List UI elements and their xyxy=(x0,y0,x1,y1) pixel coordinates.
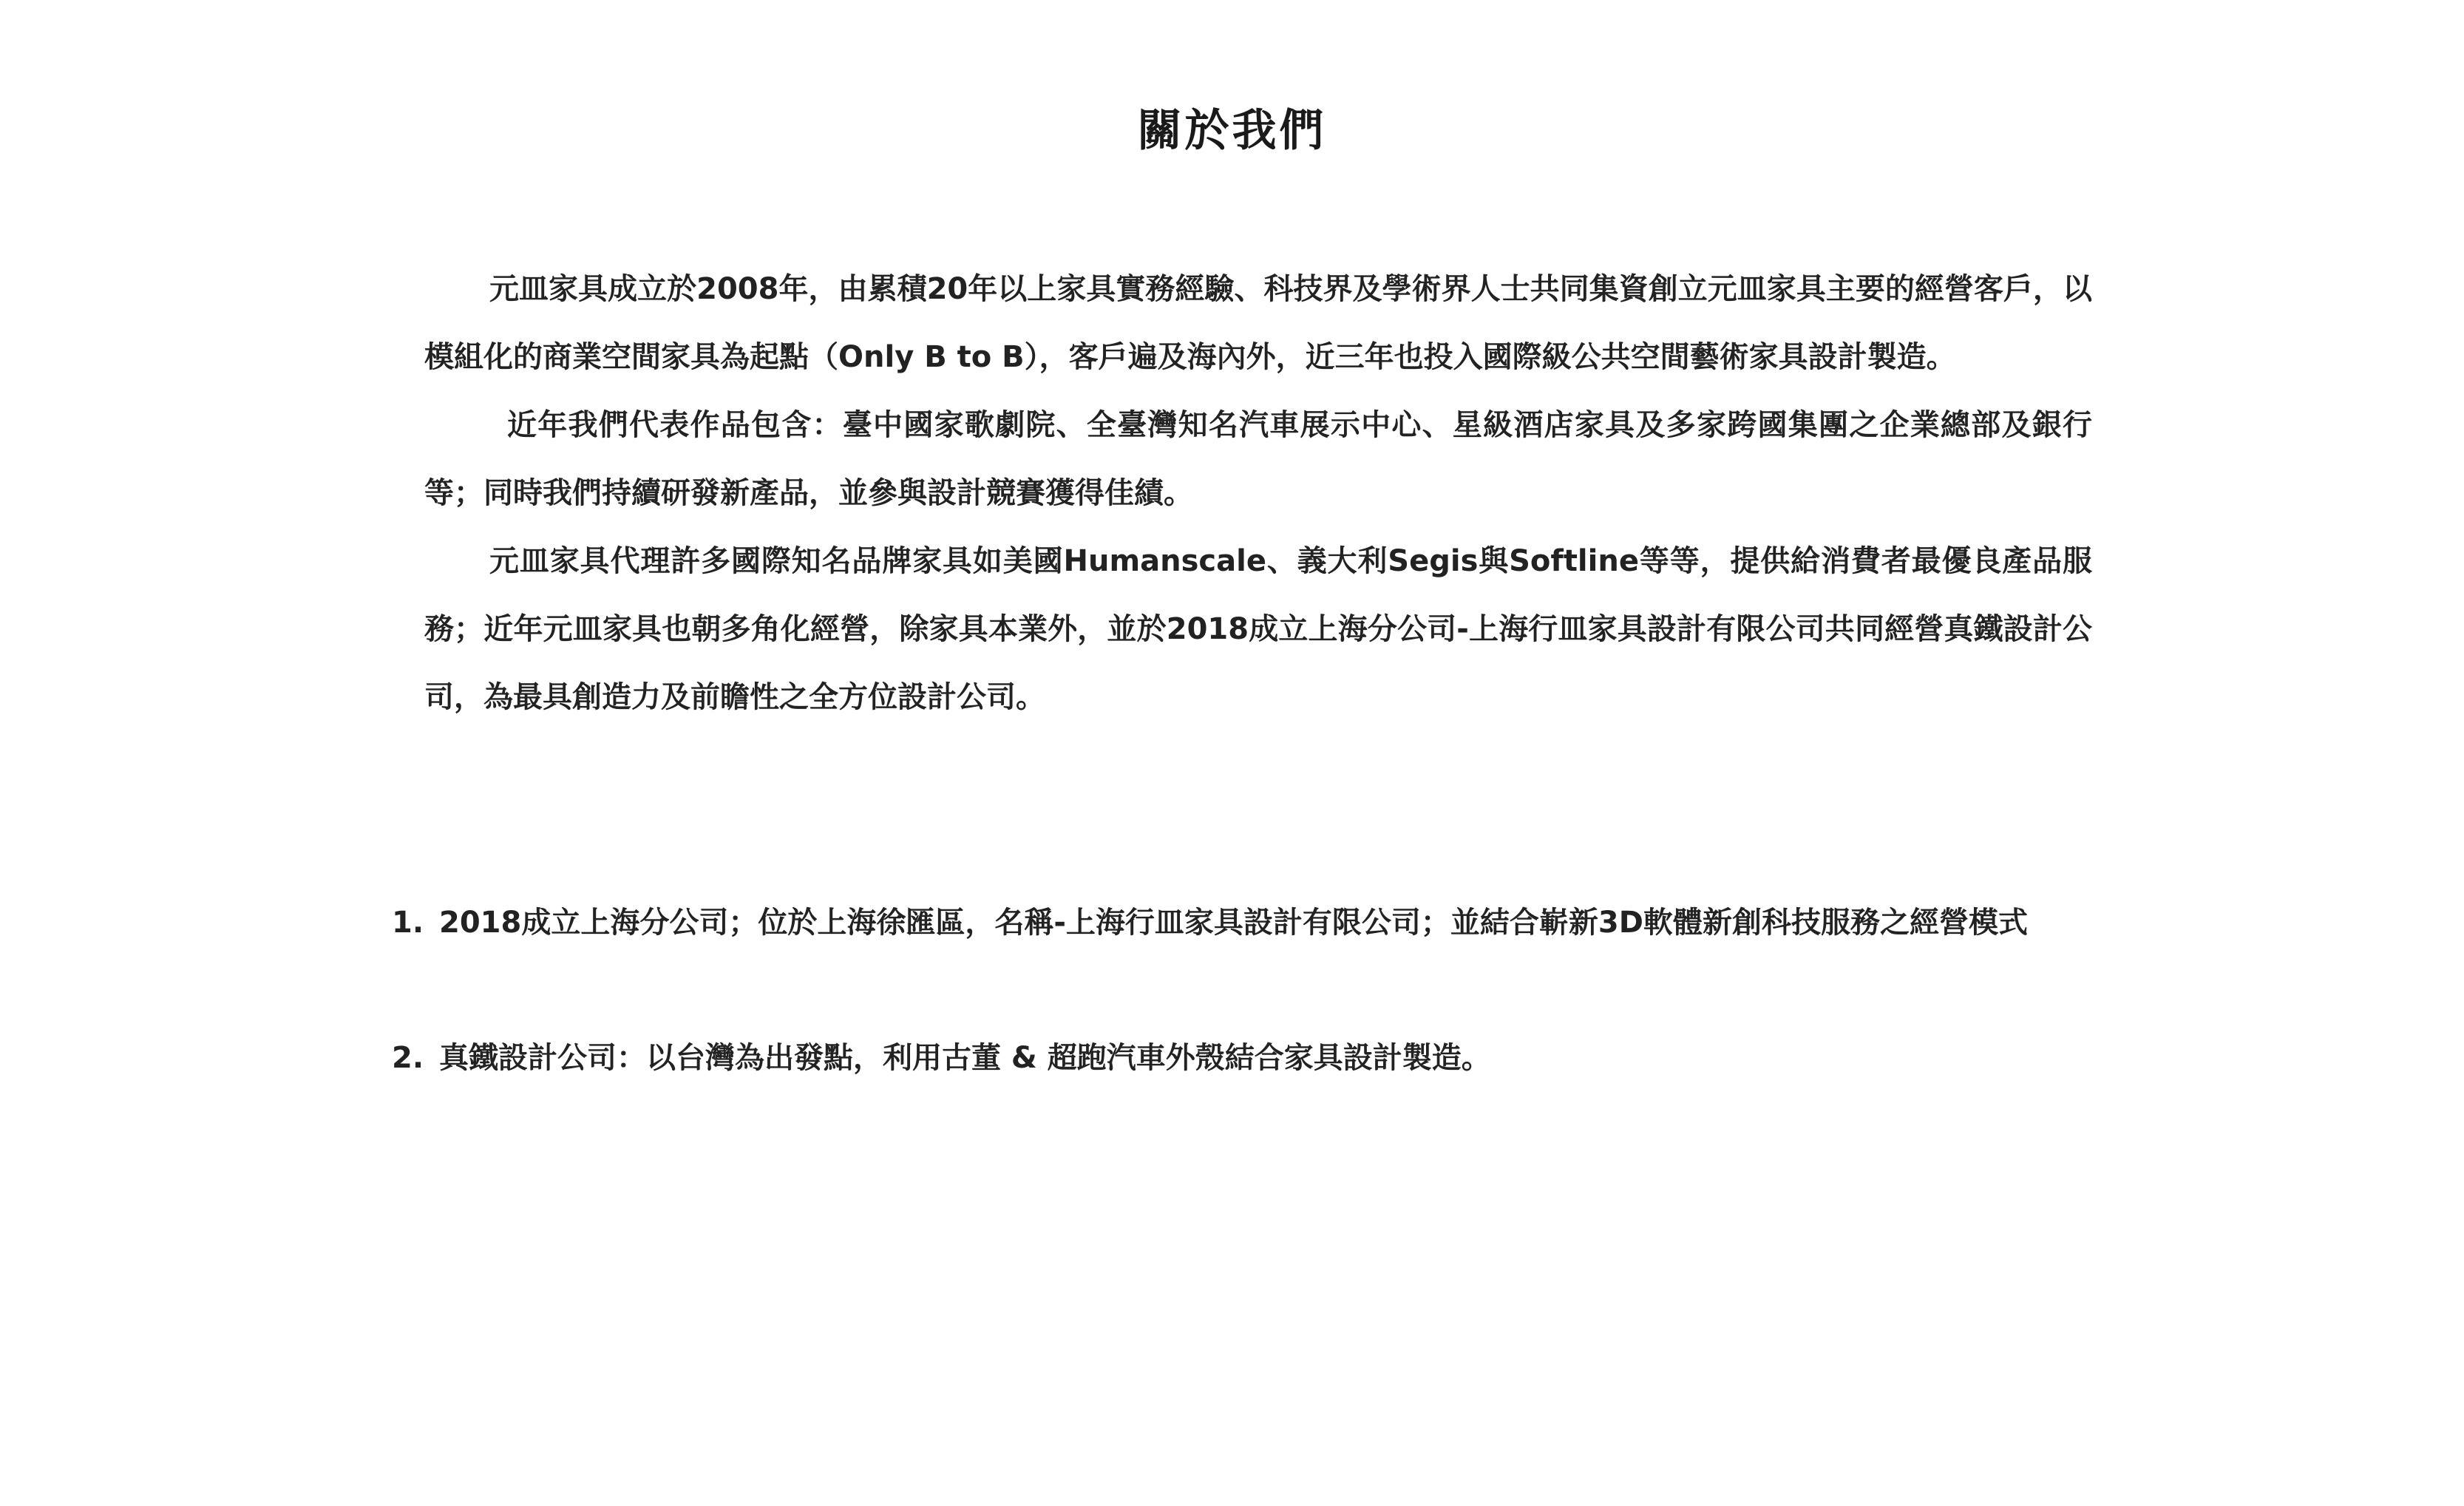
intro-paragraph-3: 元皿家具代理許多國際知名品牌家具如美國Humanscale、義大利Segis與Softline等等，提供給消費者最優良產品服務；近年元皿家具也朝多角化經營，除家具本業外，並於2018成立上海分公司-上海行皿家具設計有限公司共同經營真鐵設計公司，為最具創造力及前瞻性之全方位設計公司。 xyxy=(424,544,2092,714)
list-item-text: 2018成立上海分公司；位於上海徐匯區，名稱-上海行皿家具設計有限公司；並結合嶄新3D軟體新創科技服務之經營模式 xyxy=(439,906,2028,940)
intro-paragraph-2: 近年我們代表作品包含：臺中國家歌劇院、全臺灣知名汽車展示中心、星級酒店家具及多家跨國集團之企業總部及銀行等；同時我們持續研發新產品，並參與設計競賽獲得佳績。 xyxy=(424,408,2092,510)
company-list xyxy=(392,893,2447,1088)
list-item xyxy=(392,893,2447,952)
list-item-text: 真鐵設計公司：以台灣為出發點，利用古董 & 超跑汽車外殼結合家具設計製造。 xyxy=(439,1041,1491,1075)
intro-paragraph-1: 元皿家具成立於2008年，由累積20年以上家具實務經驗、科技界及學術界人士共同集資創立元皿家具主要的經營客戶，以模組化的商業空間家具為起點（Only B to B），客戶遍及海內外，近三年也投入國際級公共空間藝術家具設計製造。 xyxy=(424,272,2092,374)
list-item xyxy=(392,1028,2447,1088)
list-item-number: 1. xyxy=(392,906,424,940)
page-title: 關於我們 xyxy=(1137,105,1327,157)
intro-section xyxy=(424,255,2092,731)
list-item-number: 2. xyxy=(392,1041,424,1075)
